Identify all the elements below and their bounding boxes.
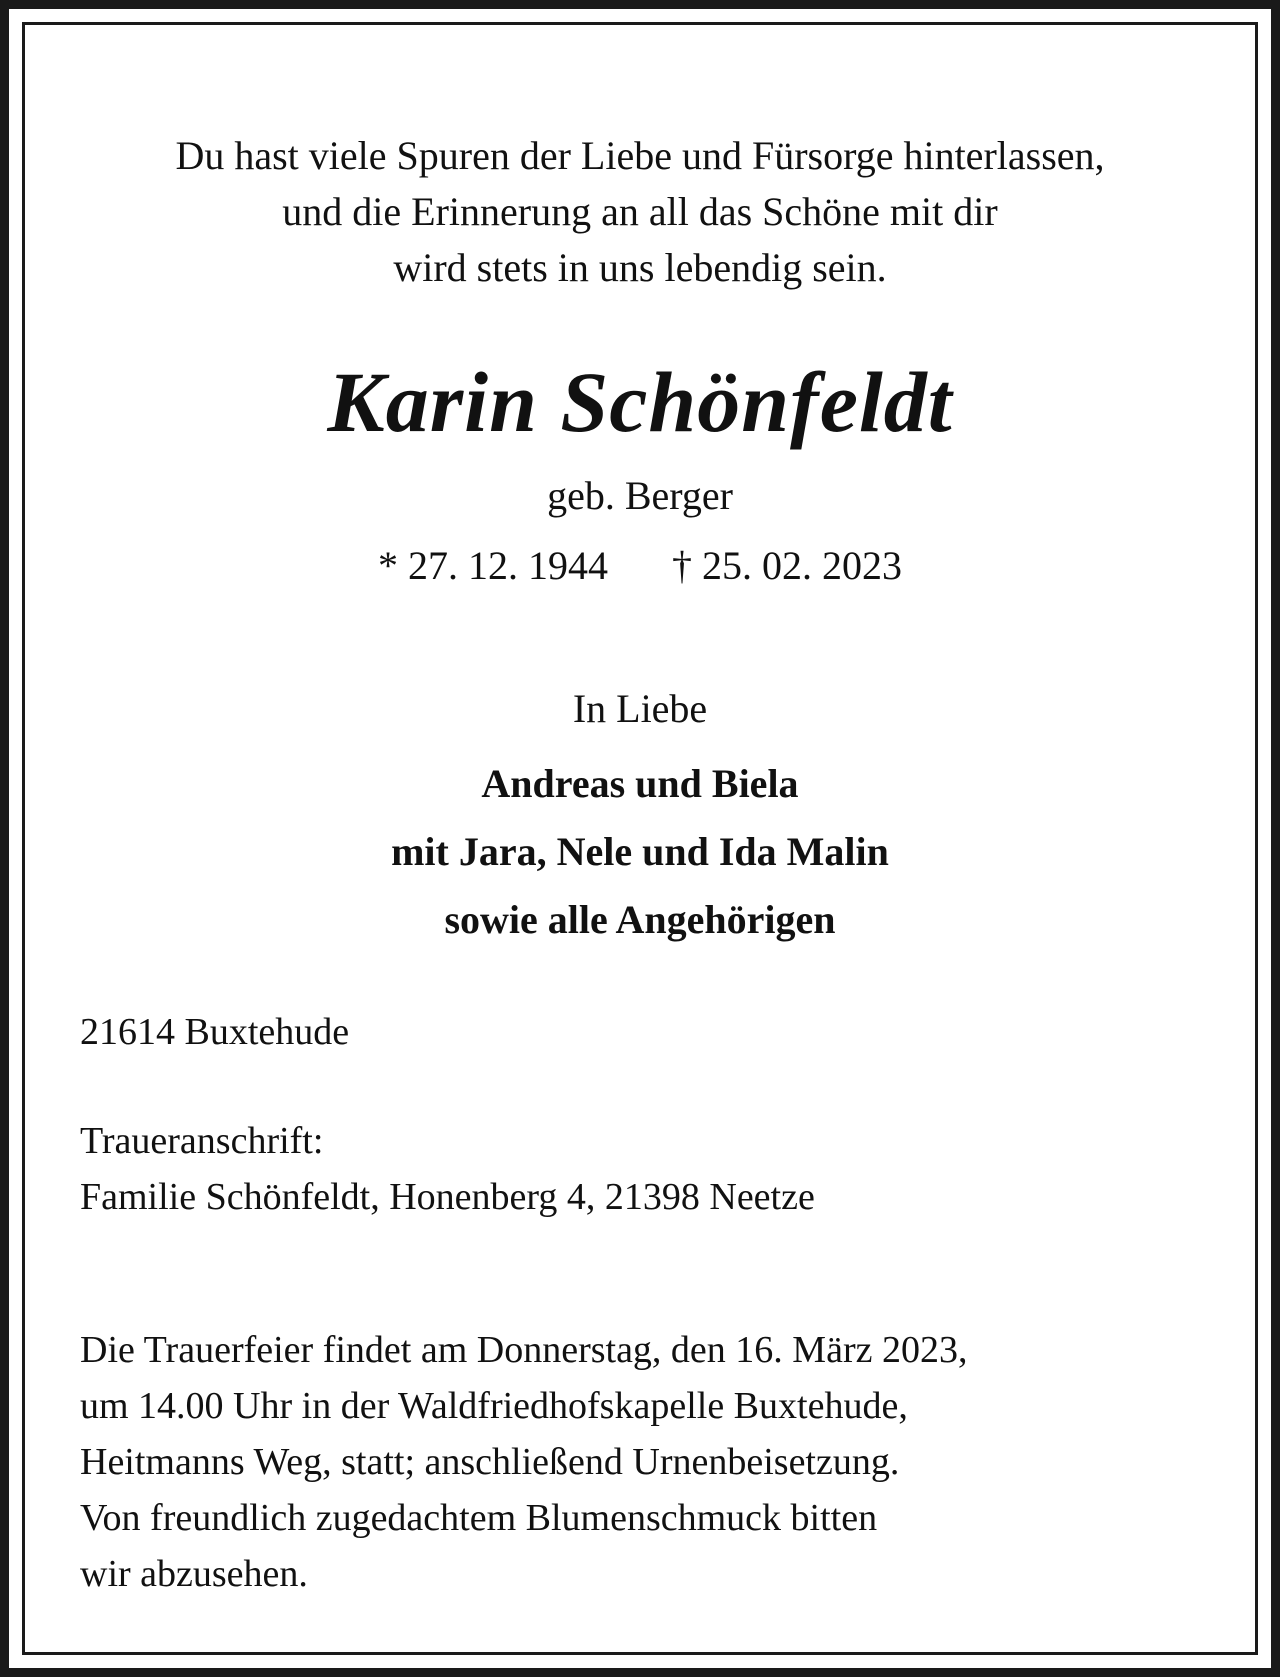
verse-line-3: wird stets in uns lebendig sein. (393, 245, 887, 290)
ceremony-line-2: um 14.00 Uhr in der Waldfriedhofskapelle Buxtehude, (80, 1385, 908, 1427)
mourners-line-3: sowie alle Angehörigen (444, 897, 836, 942)
ceremony-line-5: wir abzusehen. (80, 1553, 308, 1595)
life-dates (0, 540, 1280, 592)
birth-date: * 27. 12. 1944 (378, 543, 608, 588)
location-text: 21614 Buxtehude (80, 1011, 350, 1053)
mourners-list (0, 750, 1280, 954)
maiden-name: geb. Berger (547, 473, 733, 518)
address-label: Traueranschrift: (80, 1120, 324, 1162)
memorial-verse (0, 128, 1280, 296)
ceremony-line-4: Von freundlich zugedachtem Blumenschmuck bitten (80, 1497, 878, 1539)
ceremony-line-3: Heitmanns Weg, statt; anschließend Urnenbeisetzung. (80, 1441, 900, 1483)
verse-line-1: Du hast viele Spuren der Liebe und Fürsorge hinterlassen, (175, 133, 1105, 178)
mourning-address (80, 1113, 1220, 1225)
death-date: † 25. 02. 2023 (672, 543, 902, 588)
ceremony-notice (80, 1322, 1220, 1602)
ceremony-line-1: Die Trauerfeier findet am Donnerstag, den 16. März 2023, (80, 1329, 968, 1371)
address-value: Familie Schönfeldt, Honenberg 4, 21398 Neetze (80, 1176, 815, 1218)
deceased-name: Karin Schönfeldt (327, 354, 953, 450)
mourners-line-2: mit Jara, Nele und Ida Malin (391, 829, 889, 874)
mourners-intro: In Liebe (572, 686, 708, 731)
mourners-line-1: Andreas und Biela (481, 761, 799, 806)
verse-line-2: und die Erinnerung an all das Schöne mit dir (282, 189, 998, 234)
